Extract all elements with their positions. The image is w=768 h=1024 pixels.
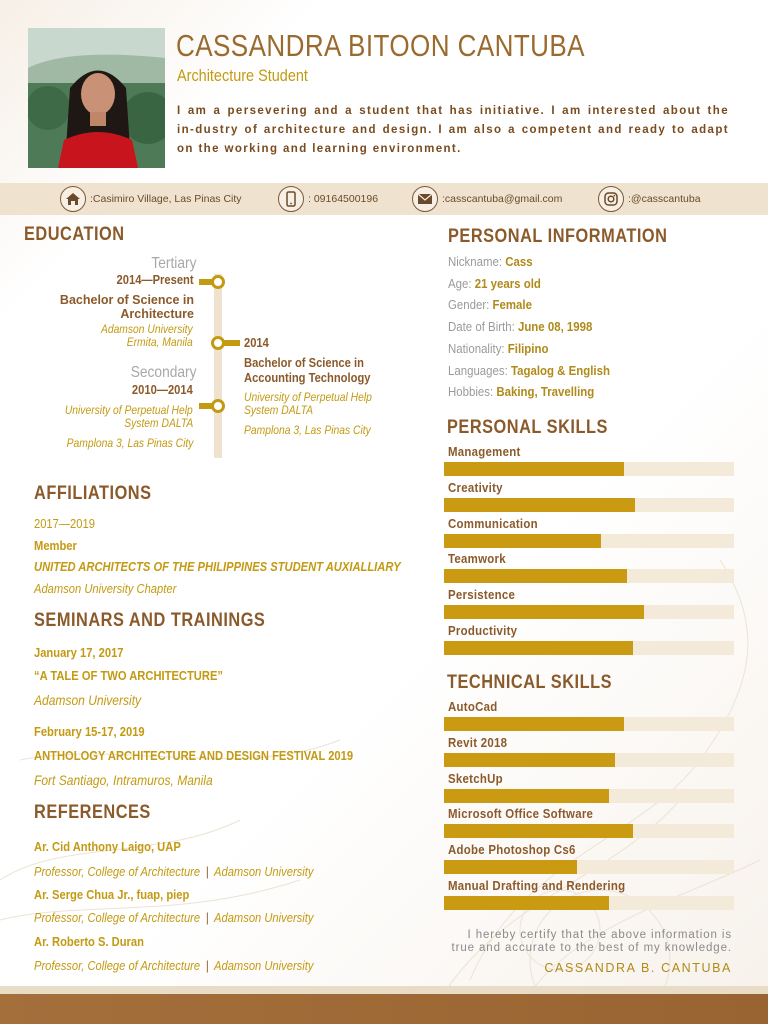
other-school-line1: University of Perpetual Help bbox=[244, 390, 372, 404]
other-degree-line2: Accounting Technology bbox=[244, 370, 371, 385]
skill-label: Creativity bbox=[448, 479, 503, 495]
pi-label: Date of Birth: bbox=[448, 319, 515, 334]
personal-info-row bbox=[448, 384, 594, 399]
seminars-heading: SEMINARS AND TRAININGS bbox=[34, 610, 266, 631]
skill-bar-track bbox=[444, 896, 734, 910]
secondary-school-line2: System DALTA bbox=[123, 416, 193, 430]
envelope-icon bbox=[412, 186, 438, 212]
technical-skills-heading: TECHNICAL SKILLS bbox=[447, 672, 613, 693]
affiliation-years: 2017—2019 bbox=[34, 516, 95, 531]
contact-email-text[interactable]: :casscantuba@gmail.com bbox=[442, 193, 563, 205]
other-location: Pamplona 3, Las Pinas City bbox=[244, 423, 371, 437]
education-heading: EDUCATION bbox=[24, 224, 125, 245]
skill-label: AutoCad bbox=[448, 699, 498, 714]
pi-label: Age: bbox=[448, 276, 472, 291]
skill-label: Persistence bbox=[448, 587, 516, 603]
skill-label: Communication bbox=[448, 515, 538, 531]
skill-bar-fill bbox=[444, 534, 601, 548]
reference-separator: | bbox=[205, 864, 209, 879]
reference-title-line bbox=[34, 910, 313, 925]
personal-info-row bbox=[448, 363, 610, 378]
other-degree-line1: Bachelor of Science in bbox=[244, 355, 364, 370]
skill-bar-track bbox=[444, 498, 734, 512]
secondary-years: 2010—2014 bbox=[132, 382, 193, 397]
profile-photo bbox=[28, 28, 165, 168]
personal-info-row bbox=[448, 254, 533, 269]
secondary-location: Pamplona 3, Las Pinas City bbox=[66, 436, 193, 450]
reference-org: Adamson University bbox=[214, 958, 314, 973]
secondary-school-line1: University of Perpetual Help bbox=[65, 403, 193, 417]
seminar-date: February 15-17, 2019 bbox=[34, 724, 145, 739]
personal-info-row bbox=[448, 319, 592, 334]
skill-label: SketchUp bbox=[448, 770, 503, 786]
contact-instagram-text[interactable]: :@casscantuba bbox=[628, 193, 701, 205]
reference-title: Professor, College of Architecture bbox=[34, 910, 201, 925]
skill-bar-track bbox=[444, 717, 734, 731]
reference-title: Professor, College of Architecture bbox=[34, 958, 201, 973]
skill-bar-track bbox=[444, 534, 734, 548]
certification-text bbox=[452, 929, 733, 955]
pi-value: Female bbox=[492, 297, 532, 312]
contact-instagram bbox=[598, 183, 701, 215]
tertiary-years: 2014—Present bbox=[116, 272, 194, 287]
pi-label: Hobbies: bbox=[448, 384, 494, 399]
skill-label: Productivity bbox=[448, 623, 518, 638]
contact-address bbox=[60, 183, 242, 215]
skill-label: Microsoft Office Software bbox=[448, 806, 594, 822]
tertiary-location: Ermita, Manila bbox=[127, 335, 193, 349]
reference-org: Adamson University bbox=[214, 910, 314, 925]
skill-bar-track bbox=[444, 860, 734, 874]
skill-label: Teamwork bbox=[448, 551, 506, 567]
reference-separator: | bbox=[205, 910, 209, 925]
skill-bar-track bbox=[444, 569, 734, 583]
seminar-title: ANTHOLOGY ARCHITECTURE AND DESIGN FESTIVAL 2019 bbox=[34, 748, 354, 763]
timeline-dot bbox=[211, 399, 225, 413]
affiliation-position: Member bbox=[34, 538, 77, 553]
signature-name: CASSANDRA B. CANTUBA bbox=[544, 961, 732, 975]
job-title: Architecture Student bbox=[177, 66, 308, 85]
references-heading: REFERENCES bbox=[34, 802, 151, 823]
skill-bar-fill bbox=[444, 753, 615, 767]
pi-value: Tagalog & English bbox=[510, 363, 610, 378]
contact-phone bbox=[278, 183, 378, 215]
skill-label: Adobe Photoshop Cs6 bbox=[448, 842, 576, 858]
skill-bar-track bbox=[444, 824, 734, 838]
reference-title-line bbox=[34, 958, 313, 973]
affiliation-chapter: Adamson University Chapter bbox=[34, 581, 177, 596]
education-timeline bbox=[214, 274, 222, 458]
skill-bar-fill bbox=[444, 569, 627, 583]
skill-bar-fill bbox=[444, 789, 609, 803]
reference-title-line bbox=[34, 864, 313, 879]
pi-label: Nationality: bbox=[448, 341, 505, 356]
skill-bar-track bbox=[444, 605, 734, 619]
skill-bar-fill bbox=[444, 717, 624, 731]
seminar-date: January 17, 2017 bbox=[34, 645, 124, 660]
skill-bar-fill bbox=[444, 641, 633, 655]
personal-info-row bbox=[448, 297, 532, 312]
skill-bar-fill bbox=[444, 824, 633, 838]
pi-label: Languages: bbox=[448, 363, 508, 378]
skill-bar-fill bbox=[444, 896, 609, 910]
affiliation-org: UNITED ARCHITECTS OF THE PHILIPPINES STUDENT AUXIALLIARY bbox=[34, 559, 401, 574]
personal-info-row bbox=[448, 276, 541, 291]
footer-band bbox=[0, 994, 768, 1024]
skill-label: Revit 2018 bbox=[448, 734, 508, 750]
other-year: 2014 bbox=[244, 335, 269, 350]
reference-name: Ar. Serge Chua Jr., fuap, piep bbox=[34, 887, 190, 902]
skill-bar-fill bbox=[444, 605, 644, 619]
timeline-dot bbox=[211, 275, 225, 289]
reference-name: Ar. Roberto S. Duran bbox=[34, 934, 144, 949]
skill-bar-track bbox=[444, 753, 734, 767]
skill-bar-fill bbox=[444, 462, 624, 476]
contact-address-text: :Casimiro Village, Las Pinas City bbox=[90, 193, 242, 205]
skill-label: Manual Drafting and Rendering bbox=[448, 878, 626, 893]
phone-icon bbox=[278, 186, 304, 212]
about-paragraph: I am a persevering and a student that has initiative. I am interested about the in-dustry of architecture and design. I am also a competent and ready to adapt on the working and learning environment. bbox=[177, 105, 729, 155]
pi-value: Baking, Travelling bbox=[496, 384, 595, 399]
certification-line1: I hereby certify that the above information is bbox=[467, 929, 732, 941]
personal-info-heading: PERSONAL INFORMATION bbox=[448, 226, 668, 247]
instagram-icon bbox=[598, 186, 624, 212]
pi-value: June 08, 1998 bbox=[517, 319, 593, 334]
contact-bar bbox=[0, 183, 768, 215]
full-name: CASSANDRA BITOON CANTUBA bbox=[176, 28, 585, 63]
pi-value: 21 years old bbox=[474, 276, 541, 291]
timeline-tick bbox=[222, 340, 240, 346]
seminar-place: Fort Santiago, Intramuros, Manila bbox=[34, 772, 213, 788]
pi-value: Filipino bbox=[507, 341, 549, 356]
reference-separator: | bbox=[205, 958, 209, 973]
skill-bar-track bbox=[444, 462, 734, 476]
pi-label: Nickname: bbox=[448, 254, 503, 269]
skill-bar-track bbox=[444, 641, 734, 655]
seminar-title: “A TALE OF TWO ARCHITECTURE” bbox=[34, 668, 224, 683]
tertiary-school: Adamson University bbox=[101, 322, 193, 336]
contact-phone-text: : 09164500196 bbox=[308, 193, 379, 205]
personal-skills-heading: PERSONAL SKILLS bbox=[447, 417, 608, 438]
skill-label: Management bbox=[448, 444, 521, 459]
seminar-place: Adamson University bbox=[34, 692, 142, 708]
affiliations-heading: AFFILIATIONS bbox=[34, 483, 152, 504]
other-school-line2: System DALTA bbox=[244, 403, 314, 417]
tertiary-degree: Bachelor of Science in Architecture bbox=[59, 293, 194, 321]
contact-email bbox=[412, 183, 562, 215]
personal-info-row bbox=[448, 341, 548, 356]
pi-label: Gender: bbox=[448, 297, 490, 312]
tertiary-level: Tertiary bbox=[150, 255, 196, 272]
reference-title: Professor, College of Architecture bbox=[34, 864, 201, 879]
pi-value: Cass bbox=[505, 254, 533, 269]
skill-bar-fill bbox=[444, 860, 577, 874]
skill-bar-track bbox=[444, 789, 734, 803]
secondary-level: Secondary bbox=[130, 364, 196, 381]
reference-name: Ar. Cid Anthony Laigo, UAP bbox=[34, 839, 181, 854]
certification-line2: true and accurate to the best of my knowledge. bbox=[451, 942, 732, 954]
reference-org: Adamson University bbox=[214, 864, 314, 879]
skill-bar-fill bbox=[444, 498, 635, 512]
home-icon bbox=[60, 186, 86, 212]
